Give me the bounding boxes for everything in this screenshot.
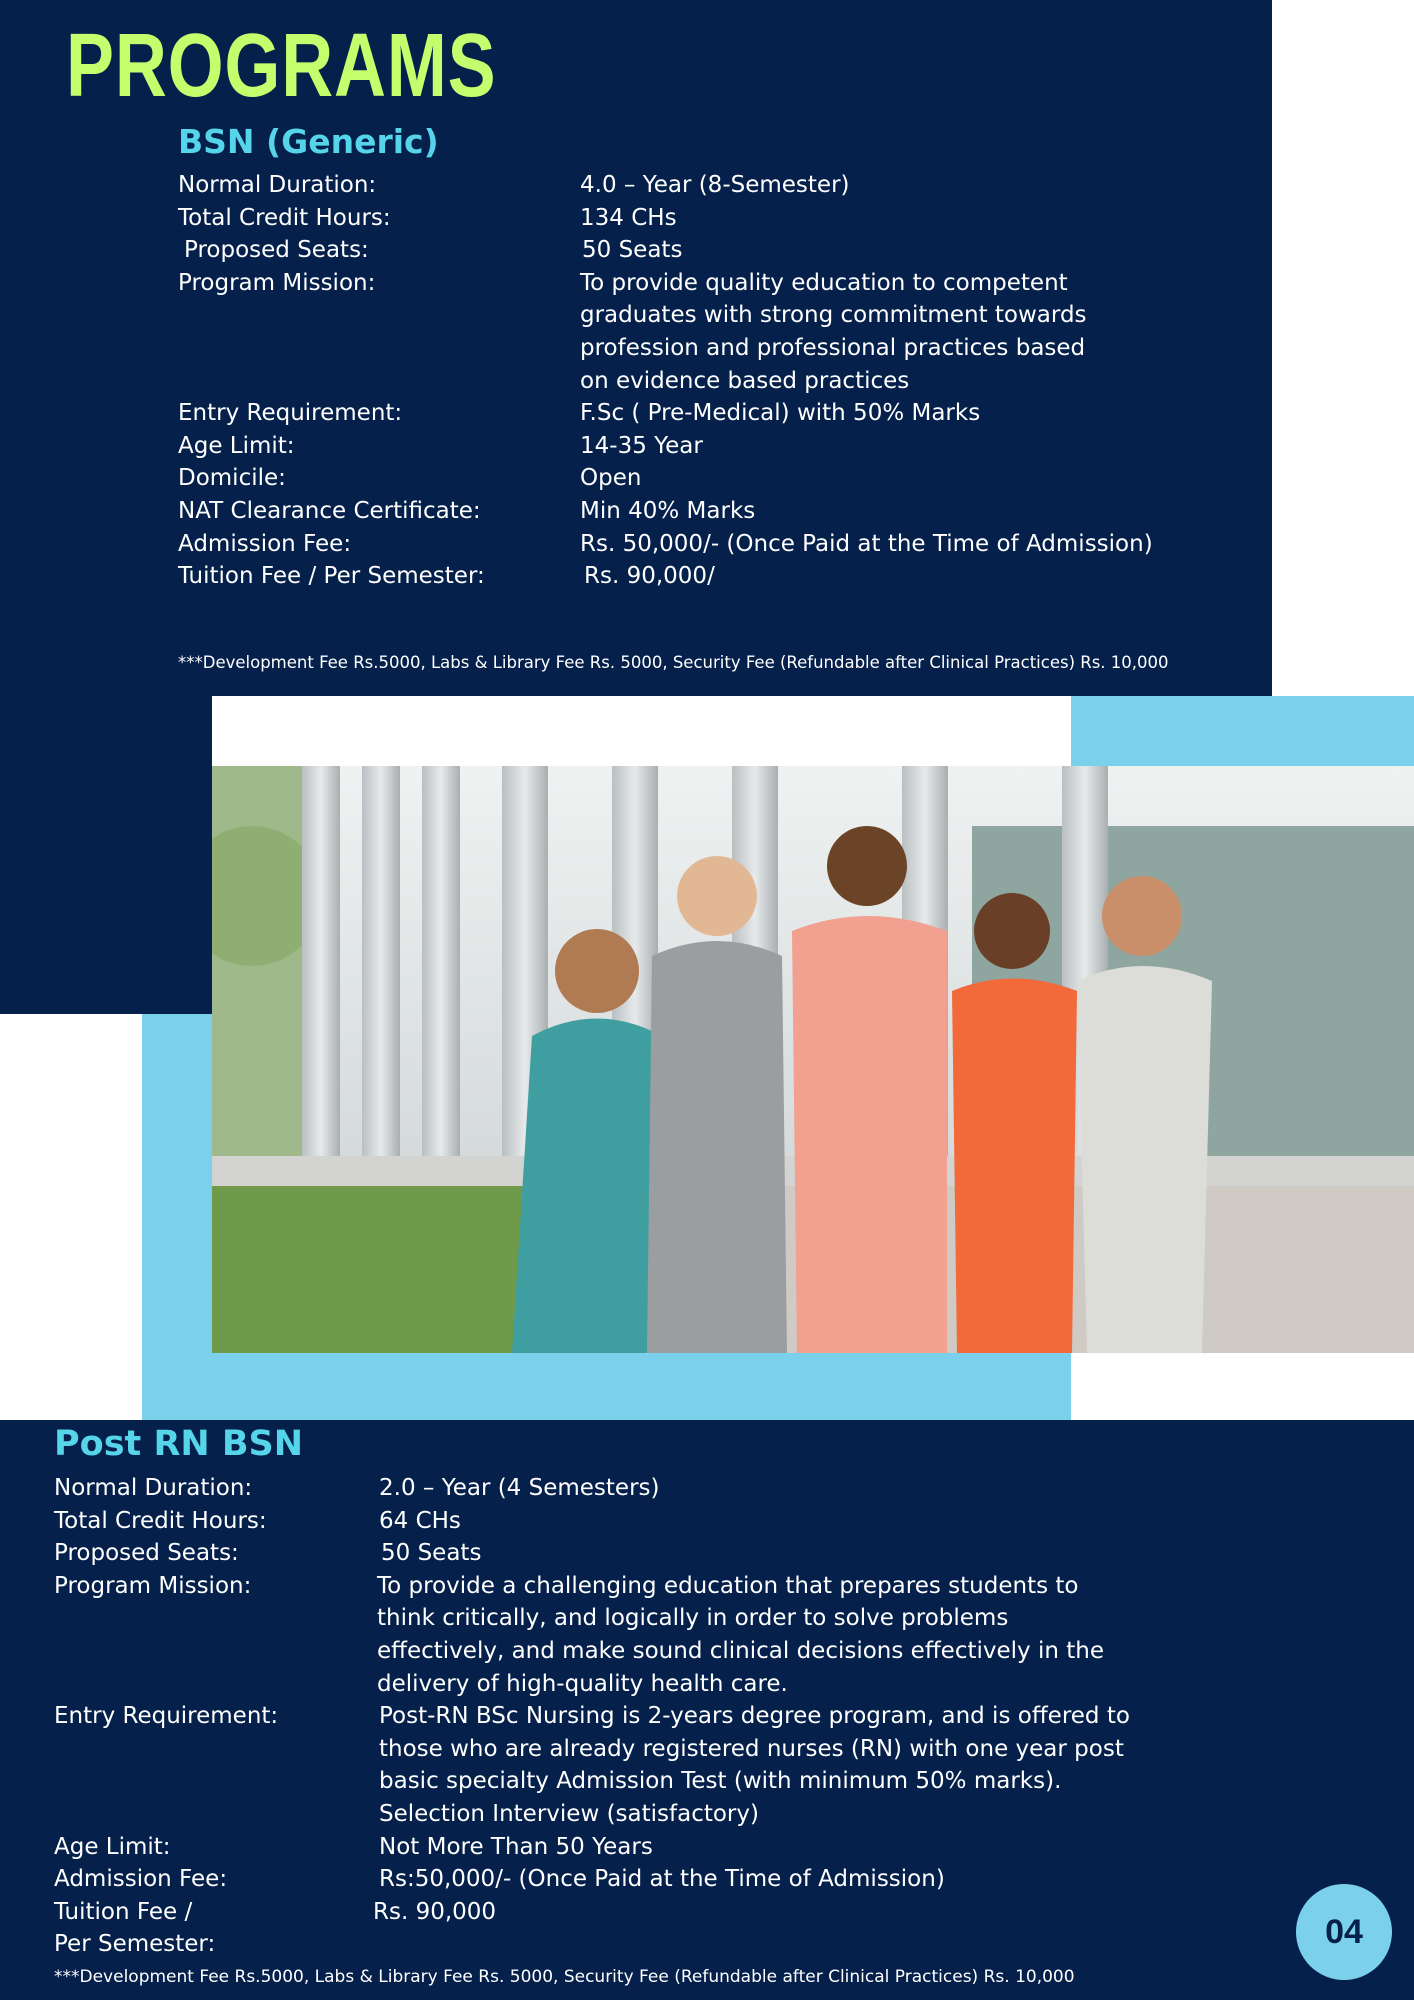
detail-value: Rs. 50,000/- (Once Paid at the Time of Admission) [580,530,1153,557]
detail-value: 2.0 – Year (4 Semesters) [379,1475,660,1501]
students-group-photo-illustration [212,766,1414,1353]
bsn-generic-heading: BSN (Generic) [178,122,439,161]
detail-row [54,1505,1174,1538]
detail-label: NAT Clearance Certificate: [178,497,481,524]
detail-label: Domicile: [178,465,286,492]
detail-label: Program Mission: [54,1572,252,1599]
detail-value: Not More Than 50 Years [379,1833,653,1860]
detail-label: Normal Duration: [178,172,377,198]
detail-value: 134 CHs [580,204,677,231]
detail-label: Tuition Fee / Per Semester: [178,563,485,590]
detail-label: Entry Requirement: [54,1703,279,1730]
detail-row [178,397,1238,430]
detail-row [178,495,1238,528]
detail-value: Open [580,465,642,492]
detail-value: 50 Seats [381,1540,482,1567]
detail-value: 14-35 Year [580,432,703,459]
detail-value: Rs. 90,000/ [584,563,715,590]
detail-row [54,1863,1174,1896]
detail-label: Entry Requirement: [178,400,403,427]
detail-value: F.Sc ( Pre-Medical) with 50% Marks [580,400,981,427]
detail-value: To provide quality education to competent graduates with strong commitment towards profession and professional practices based on evidence based practices [580,269,1087,394]
detail-row [54,1472,1174,1505]
detail-row [178,267,1238,397]
page-number-badge: 04 [1296,1884,1392,1980]
detail-label: Proposed Seats: [184,237,369,264]
detail-value: Rs. 90,000 [373,1898,497,1925]
detail-value: Post-RN BSc Nursing is 2-years degree program, and is offered to those who are already registered nurses (RN) with one year post basic specialty Admission Test (with minimum 50% marks). Selection Interview (satisfactory) [379,1703,1130,1827]
detail-row [178,430,1238,463]
detail-label: Proposed Seats: [54,1540,239,1567]
detail-label: Admission Fee: [178,530,352,557]
detail-label: Program Mission: [178,269,376,296]
detail-row [54,1831,1174,1864]
detail-label: Normal Duration: [54,1475,253,1501]
detail-row [178,169,1238,202]
detail-row [178,462,1238,495]
detail-row [54,1896,1174,1961]
detail-value: Rs:50,000/- (Once Paid at the Time of Admission) [379,1866,945,1893]
post-rn-bsn-details [54,1472,1174,1961]
detail-row [54,1700,1174,1830]
detail-label: Total Credit Hours: [178,204,391,231]
detail-row [178,528,1238,561]
bsn-generic-details [178,169,1238,593]
detail-value: 50 Seats [582,237,683,264]
post-rn-bsn-heading: Post RN BSN [54,1424,304,1464]
detail-label: Tuition Fee / Per Semester: [54,1898,216,1958]
students-group-photo [212,766,1414,1353]
bsn-generic-fee-note: ***Development Fee Rs.5000, Labs & Library Fee Rs. 5000, Security Fee (Refundable after Clinical Practices) Rs. 10,000 [178,653,1169,672]
post-rn-bsn-fee-note: ***Development Fee Rs.5000, Labs & Library Fee Rs. 5000, Security Fee (Refundable after Clinical Practices) Rs. 10,000 [54,1967,1075,1987]
detail-value: 4.0 – Year (8-Semester) [580,172,850,198]
detail-value: Min 40% Marks [580,497,756,524]
left-navy-strip [0,696,212,1014]
detail-row [54,1537,1174,1570]
detail-label: Age Limit: [54,1833,171,1860]
detail-label: Age Limit: [178,432,295,459]
detail-value: To provide a challenging education that prepares students to think critically, and logically in order to solve problems effectively, and make sound clinical decisions effectively in the delivery of high-quality health care. [377,1572,1104,1697]
page-title: PROGRAMS [66,16,497,116]
detail-value: 64 CHs [379,1507,461,1534]
detail-row [178,560,1238,593]
detail-label: Admission Fee: [54,1866,228,1893]
detail-row [178,234,1238,267]
detail-row [178,202,1238,235]
detail-label: Total Credit Hours: [54,1507,267,1534]
detail-row [54,1570,1174,1700]
